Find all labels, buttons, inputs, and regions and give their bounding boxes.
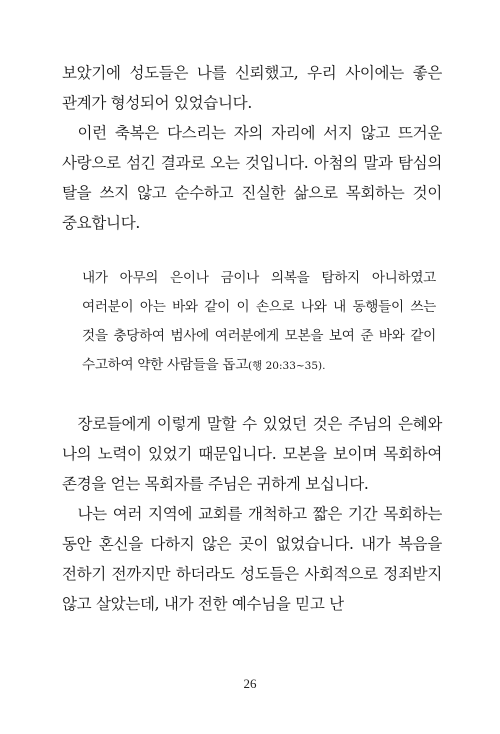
paragraph-elders: 장로들에게 이렇게 말할 수 있었던 것은 주님의 은혜와 나의 노력이 있었기 때문입니다. 모본을 보이며 목회하여 존경을 얻는 목회자를 주님은 귀하게 보십니다. (62, 415, 442, 493)
scripture-quote (82, 264, 436, 381)
paragraph-blessing: 이런 축복은 다스리는 자의 자리에 서지 않고 뜨거운 사랑으로 섬긴 결과로 오는 것입니다. 아첨의 말과 탐심의 탈을 쓰지 않고 순수하고 진실한 삶으로 목회하는 것이 중요합니다. (62, 124, 442, 232)
paragraph-continuation: 보았기에 성도들은 나를 신뢰했고, 우리 사이에는 좋은 관계가 형성되어 있었습니다. (62, 64, 442, 112)
paragraph-churches: 나는 여러 지역에 교회를 개척하고 짧은 기간 목회하는 동안 혼신을 다하지 않은 곳이 없었습니다. 내가 복음을 전하기 전까지만 하더라도 성도들은 사회적으로 정죄받지 않고 살았는데, 내가 전한 예수님을 믿고 난 (62, 505, 442, 613)
page-body (62, 58, 442, 619)
scripture-quote-text: 내가 아무의 은이나 금이나 의복을 탐하지 아니하였고 여러분이 아는 바와 같이 이 손으로 나와 내 동행들이 쓰는 것을 충당하여 범사에 여러분에게 모본을 보여 준 바와 같이 수고하여 약한 사람들을 돕고 (82, 270, 436, 373)
scripture-reference: (행 20:33~35). (248, 360, 326, 372)
page-number: 26 (243, 676, 257, 691)
